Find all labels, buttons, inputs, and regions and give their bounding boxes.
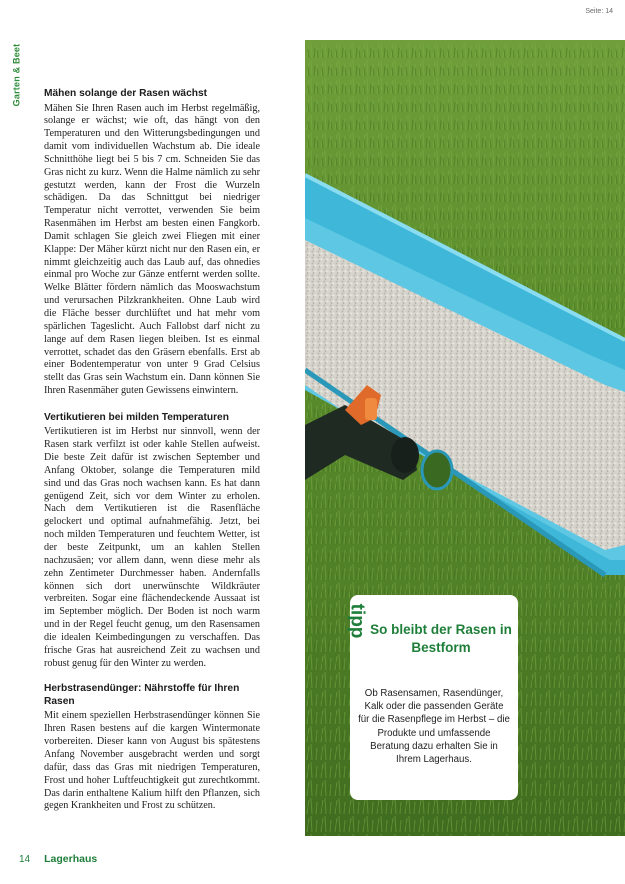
page-footer: [19, 853, 97, 865]
tip-box: [345, 595, 518, 800]
brand-logo-text: Lagerhaus: [44, 853, 98, 865]
tip-label-text: tipp: [345, 603, 367, 639]
section-heading: Mähen solange der Rasen wächst: [44, 88, 208, 99]
page-tag: Seite: 14: [585, 8, 613, 15]
section-side-label: [4, 40, 28, 110]
side-label-text: Garten & Beet: [11, 43, 21, 107]
section-vertikutieren: [44, 412, 260, 671]
section-heading: Herbstrasendünger: Nährstoffe für Ihren Rasen: [44, 683, 240, 707]
section-body: Mähen Sie Ihren Rasen auch im Herbst regelmäßig, solange er wächst; wie oft, das hängt von den Temperaturen und den Witterungsbedingungen und damit vom individuellen Wachstum ab. Die ideale Schnitthöhe liegt bei 5 bis 7 cm. Schneiden Sie das Gras nicht zu kurz. Wenn die Halme nämlich zu sehr gestutzt werden, kann der Frost die Wurzeln schädigen. Da das Schnittgut bei niedriger Temperatur nicht verrottet, verwenden Sie beim Rasenmähen im Herbst am besten einen Fangkorb. Damit schlagen Sie gleich zwei Fliegen mit einer Klappe: Der Mäher kürzt nicht nur den Rasen ein, er nimmt gleichzeitig auch das Laub auf, das ohnedies einmal pro Woche zur Gänze entfernt werden sollte. Welke Blätter fördern nämlich das Mooswachstum und verursachen Pilzkrankheiten. Ohne Laub wird die Fläche besser durchlüftet und hat mehr vom spärlichen Tageslicht. Auch Fallobst darf nicht zu lange auf dem Rasen liegen bleiben. Ist es einmal verrottet, schadet das den Gräsern ebenfalls. Erst ab einer Bodentemperatur von unter 9 Grad Celsius stellt das Gras sein Wachstum ein. Dann können Sie Ihren Rasenmäher guten Gewissens einwintern.: [44, 102, 260, 397]
page-number: 14: [19, 854, 31, 865]
section-body: Mit einem speziellen Herbstrasendünger können Sie Ihren Rasen bestens auf die kargen Wintermonate vorbereiten. Dieser kann von August bis spätestens Anfang November ausgebracht werden und sorgt dafür, dass das Gras mit niedrigen Temperaturen, Frost und hoher Luftfeuchtigkeit gut zurechtkommt. Das darin enthaltene Kalium hilft den Pflanzen, sich gegen Krankheiten und Frost zu schützen.: [44, 710, 260, 812]
section-heading: Vertikutieren bei milden Temperaturen: [44, 411, 229, 423]
section-herbstrasenduenger: [44, 683, 260, 813]
tip-heading: So bleibt der Rasen in Bestform: [370, 622, 512, 655]
article-text-column: [44, 88, 260, 813]
section-body: Vertikutieren ist im Herbst nur sinnvoll, wenn der Rasen stark verfilzt ist oder kahle Stellen aufweist. Die beste Zeit dafür ist zwischen September und Anfang Oktober, solange die Temperaturen mild sind und das Gras noch wachsen kann. Es hat dann genügend Zeit, sich vor dem Winter zu erholen. Nach dem Vertikutieren ist die Rasenfläche gelockert und optimal aufnahmefähig. Jetzt, bei noch milden Temperaturen und feuchtem Wetter, ist der beste Zeitpunkt, um an kahlen Stellen nachzusäen; vor allem dann, wenn diese mehr als zehn Zentimeter Durchmesser haben. Andernfalls können sich dort unerwünschte Wildkräuter verbreiten. Sogar eine flächendeckende Aussaat ist im September möglich. Der Boden ist noch warm und in der Regel feucht genug, um den Rasensamen die idealen Keimbedingungen zu verschaffen. Das frische Gras hat ausreichend Zeit zu wachsen und robust genug für den Winter zu werden.: [44, 426, 260, 669]
tip-text: Ob Rasensamen, Rasendünger, Kalk oder die passenden Geräte für die Rasenpflege im Herbst – die Produkte und umfassende Beratung dazu erhalten Sie in Ihrem Lagerhaus.: [358, 688, 510, 766]
section-maehen: [44, 88, 260, 398]
